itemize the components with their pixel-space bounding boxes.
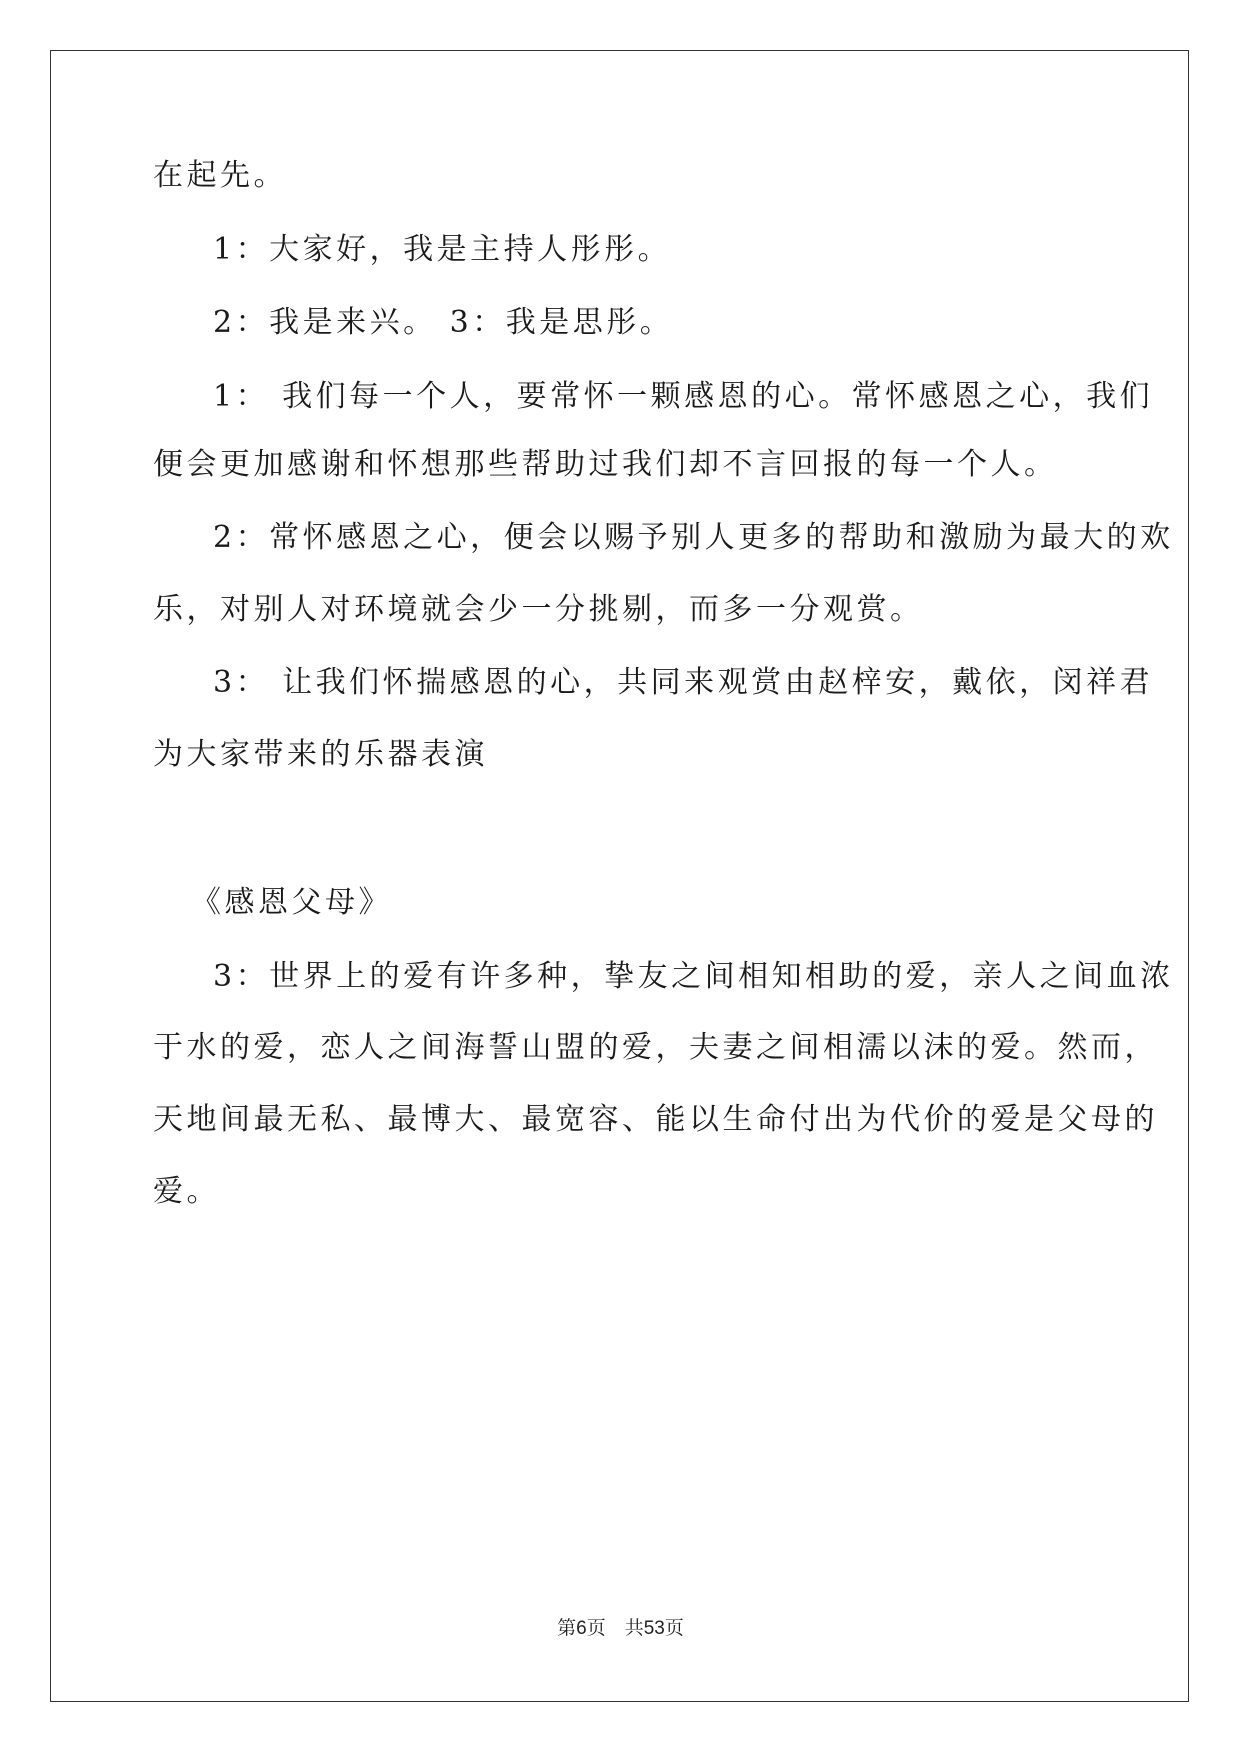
paragraph-line: 1：大家好，我是主持人彤彤。 xyxy=(213,232,672,267)
page-border xyxy=(50,50,1189,1702)
paragraph-line: 爱。 xyxy=(153,1174,220,1209)
section-title: 《感恩父母》 xyxy=(191,885,392,920)
footer-suffix: 页 xyxy=(664,1617,684,1639)
footer-page-number: 6 xyxy=(576,1618,587,1639)
paragraph-line: 乐，对别人对环境就会少一分挑剔，而多一分观赏。 xyxy=(153,592,924,627)
paragraph-line: 2：我是来兴。 3：我是思彤。 xyxy=(213,305,674,340)
paragraph-line: 2：常怀感恩之心，便会以赐予别人更多的帮助和激励为最大的欢 xyxy=(213,520,1174,555)
page-footer xyxy=(0,1616,1241,1641)
paragraph-line: 便会更加感谢和怀想那些帮助过我们却不言回报的每一个人。 xyxy=(153,447,1058,482)
paragraph-line: 天地间最无私、最博大、最宽容、能以生命付出为代价的爱是父母的 xyxy=(153,1102,1158,1137)
paragraph-line: 1： 我们每一个人，要常怀一颗感恩的心。常怀感恩之心，我们 xyxy=(213,379,1154,414)
footer-mid: 页 共 xyxy=(586,1617,644,1639)
footer-prefix: 第 xyxy=(557,1617,577,1639)
paragraph-line: 在起先。 xyxy=(153,158,287,193)
footer-total-pages: 53 xyxy=(643,1618,665,1639)
paragraph-line: 3：世界上的爱有许多种，挚友之间相知相助的爱，亲人之间血浓 xyxy=(213,959,1174,994)
paragraph-line: 3： 让我们怀揣感恩的心，共同来观赏由赵梓安，戴依，闵祥君 xyxy=(213,665,1154,700)
paragraph-line: 为大家带来的乐器表演 xyxy=(153,737,488,772)
paragraph-line: 于水的爱，恋人之间海誓山盟的爱，夫妻之间相濡以沫的爱。然而， xyxy=(153,1030,1158,1065)
